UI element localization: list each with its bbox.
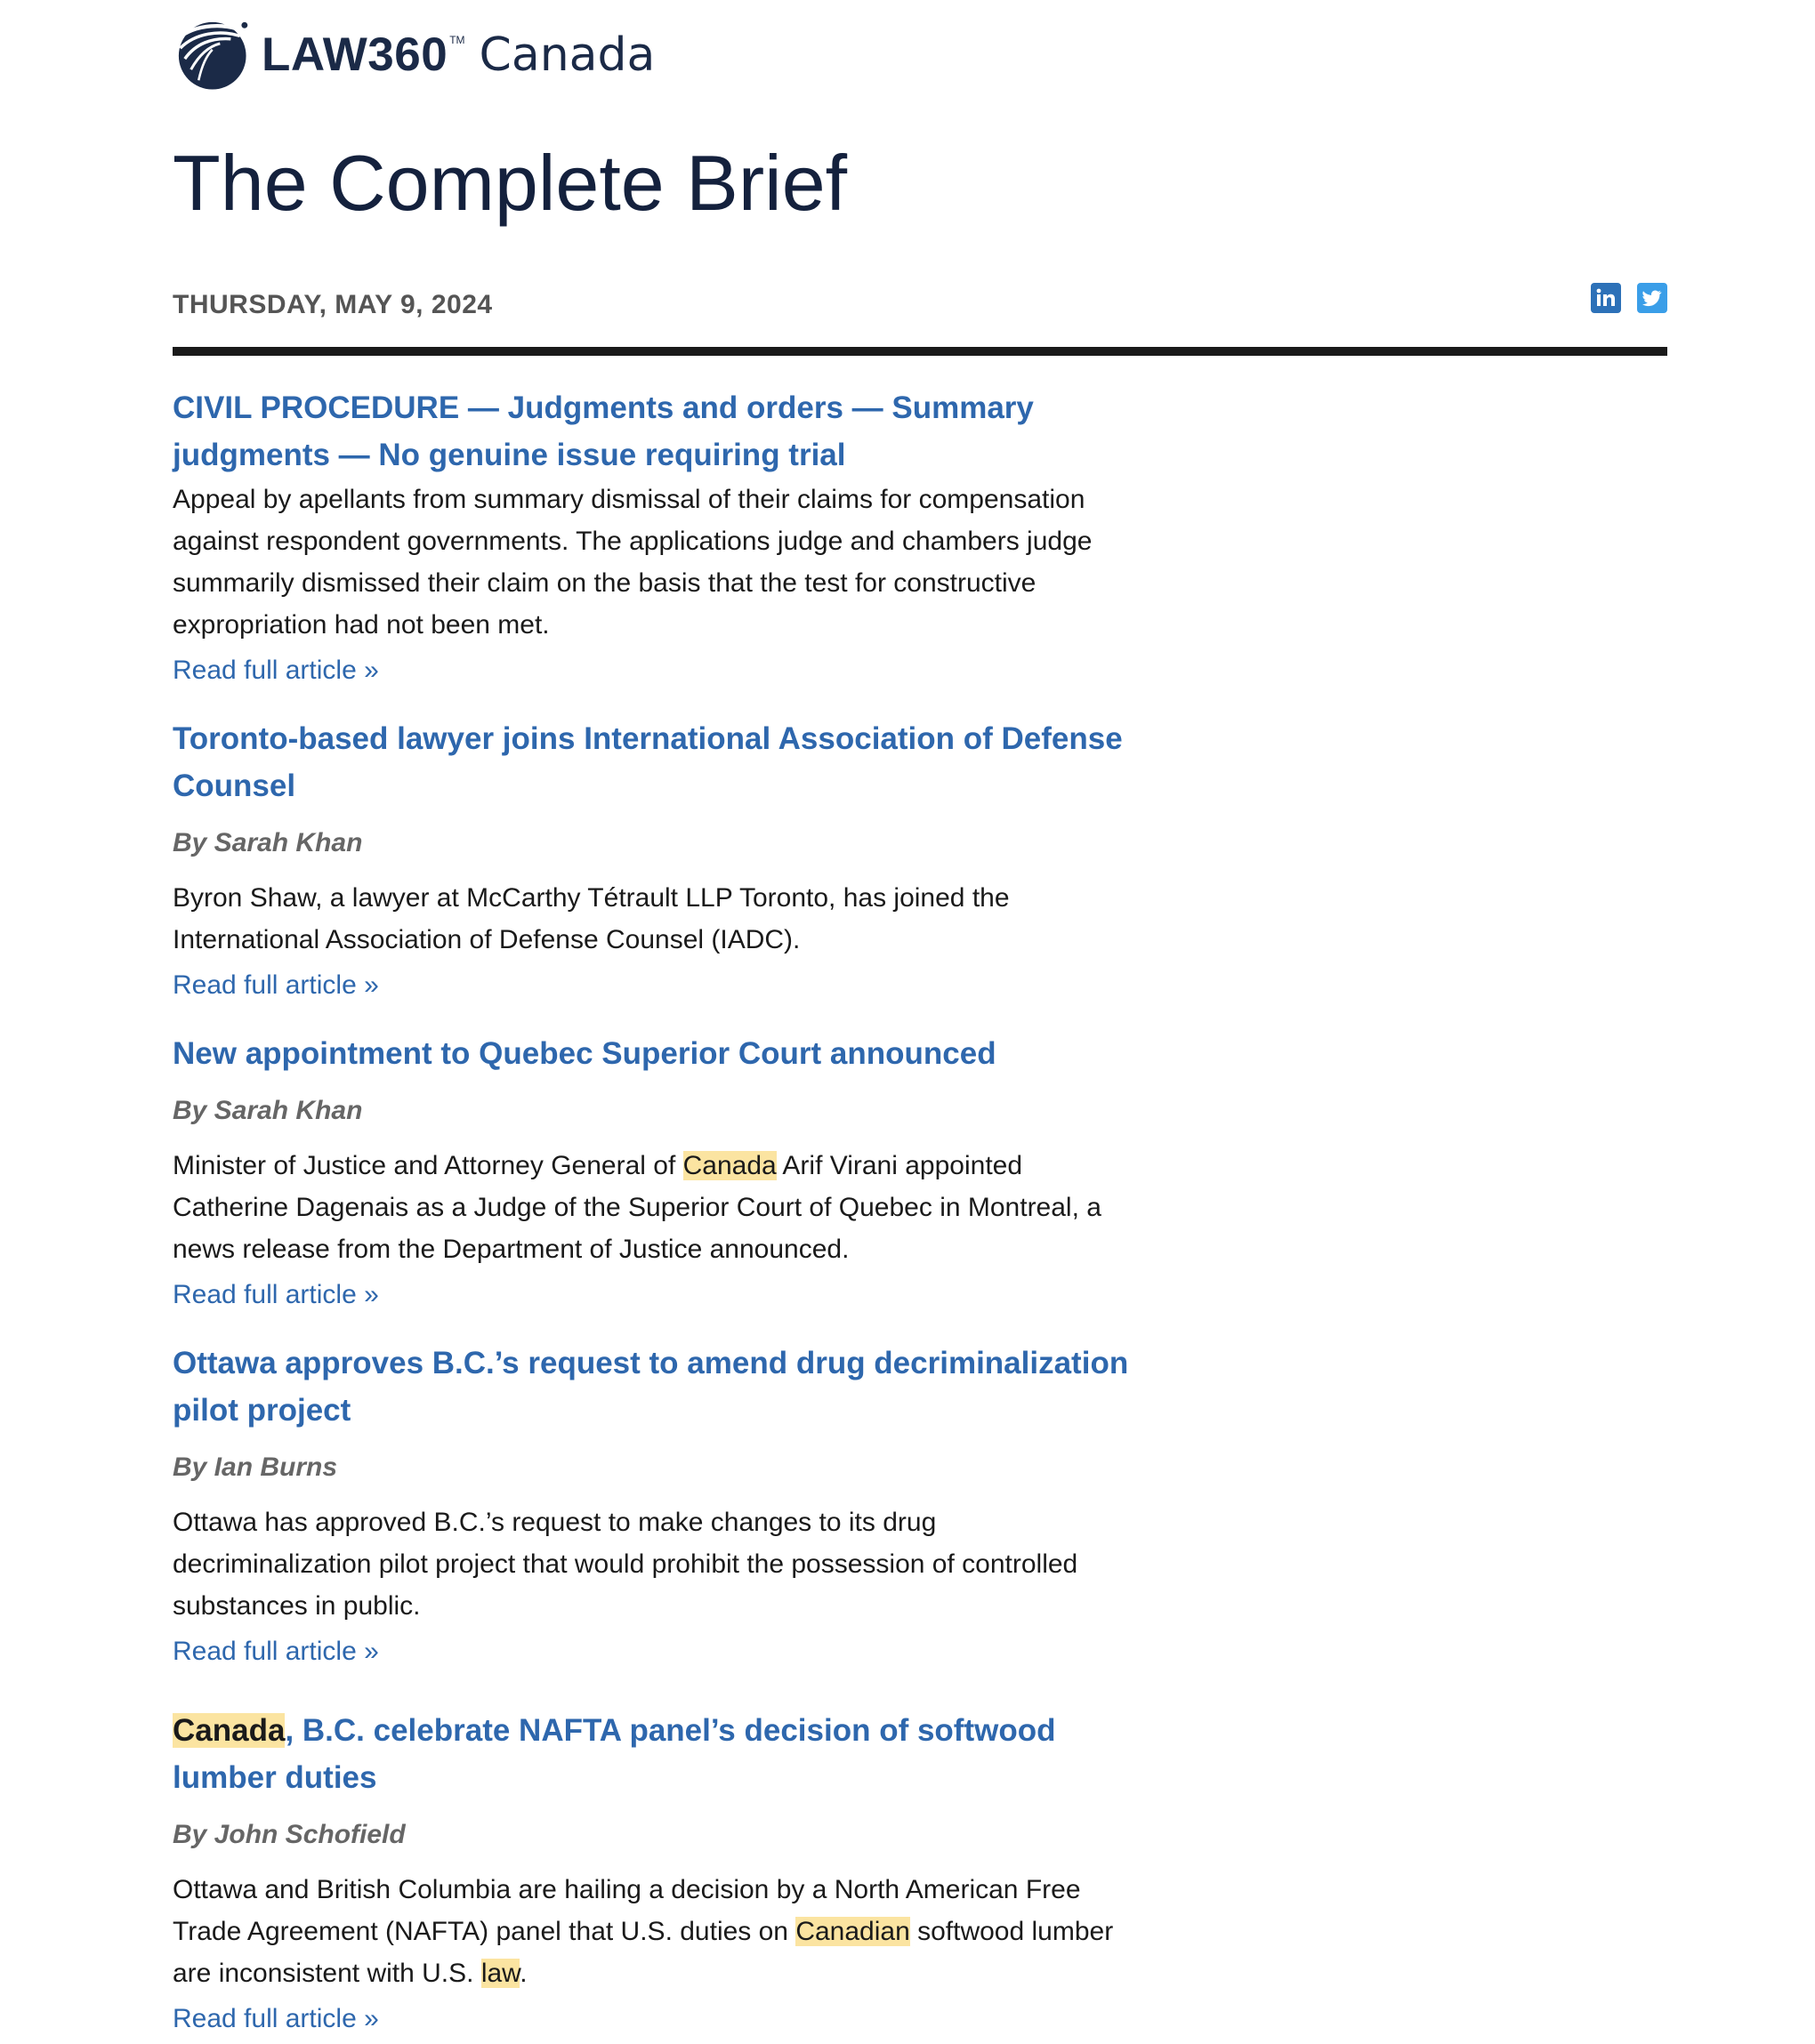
header-divider bbox=[173, 347, 1667, 356]
read-full-article-link[interactable]: Read full article » bbox=[173, 1280, 379, 1309]
brand-logo[interactable] bbox=[173, 14, 655, 94]
social-links bbox=[1591, 283, 1667, 313]
read-full-article-link[interactable]: Read full article » bbox=[173, 1637, 379, 1666]
title-text: , B.C. celebrate NAFTA panel’s decision of softwood lumber duties bbox=[173, 1713, 1056, 1795]
issue-date: THURSDAY, MAY 9, 2024 bbox=[173, 290, 493, 319]
article-item bbox=[173, 384, 1133, 688]
article-author: By Sarah Khan bbox=[173, 1096, 363, 1125]
search-highlight: Canadian bbox=[795, 1917, 910, 1946]
date-bar bbox=[173, 283, 1667, 327]
article-summary: Byron Shaw, a lawyer at McCarthy Tétrault LLP Toronto, has joined the International Association of Defense Counsel (IADC). bbox=[173, 883, 1010, 954]
article-summary bbox=[173, 1869, 1133, 1994]
article-item bbox=[173, 1030, 1133, 1313]
linkedin-share-button[interactable] bbox=[1591, 283, 1621, 313]
summary-text: Minister of Justice and Attorney General of bbox=[173, 1151, 683, 1180]
read-full-article-link[interactable]: Read full article » bbox=[173, 656, 379, 685]
twitter-share-button[interactable] bbox=[1637, 283, 1667, 313]
search-highlight: Canada bbox=[682, 1151, 777, 1180]
summary-text: . bbox=[520, 1959, 528, 1988]
article-author: By Ian Burns bbox=[173, 1453, 338, 1482]
search-highlight: law bbox=[480, 1959, 520, 1988]
logo-wordmark bbox=[262, 28, 655, 82]
article-summary: Appeal by apellants from summary dismissal of their claims for compensation against respondent governments. The applications judge and chambers judge summarily dismissed their claim on the basis that the test for constructive expropriation had not been met. bbox=[173, 485, 1093, 640]
article-title[interactable]: Toronto-based lawyer joins International Association of Defense Counsel bbox=[173, 721, 1123, 803]
article-item bbox=[173, 715, 1133, 1003]
summary-text: softwood lumber are inconsistent with U.S. bbox=[173, 1917, 1114, 1988]
logo-region-text: Canada bbox=[479, 28, 656, 82]
article-title[interactable]: New appointment to Quebec Superior Court announced bbox=[173, 1036, 996, 1071]
article-title[interactable]: Ottawa approves B.C.’s request to amend drug decriminalization pilot project bbox=[173, 1346, 1129, 1428]
article-title[interactable] bbox=[173, 1707, 1133, 1801]
linkedin-icon bbox=[1594, 286, 1617, 310]
article-item bbox=[173, 1340, 1133, 1670]
logo-trademark: TM bbox=[449, 33, 465, 46]
read-full-article-link[interactable]: Read full article » bbox=[173, 2004, 379, 2033]
search-highlight: Canada bbox=[173, 1713, 286, 1748]
twitter-icon bbox=[1641, 286, 1664, 310]
law360-logo-icon bbox=[173, 16, 249, 93]
article-author: By John Schofield bbox=[173, 1820, 406, 1849]
summary-text: Ottawa and British Columbia are hailing a decision by a North American Free Trade Agreement (NAFTA) panel that U.S. duties on bbox=[173, 1875, 1081, 1946]
read-full-article-link[interactable]: Read full article » bbox=[173, 970, 379, 1000]
article-title[interactable]: CIVIL PROCEDURE — Judgments and orders — Summary judgments — No genuine issue requiring trial bbox=[173, 390, 1034, 472]
article-summary: Ottawa has approved B.C.’s request to make changes to its drug decriminalization pilot project that would prohibit the possession of controlled substances in public. bbox=[173, 1508, 1078, 1621]
article-author: By Sarah Khan bbox=[173, 828, 363, 857]
article-item bbox=[173, 1707, 1133, 2037]
summary-text: Arif Virani appointed Catherine Dagenais as a Judge of the Superior Court of Quebec in Montreal, a news release from the Department of Justice announced. bbox=[173, 1151, 1101, 1264]
article-summary bbox=[173, 1145, 1133, 1270]
page-title: The Complete Brief bbox=[173, 139, 848, 227]
logo-brand-text: LAW360 bbox=[262, 28, 448, 81]
article-list bbox=[173, 384, 1133, 2037]
